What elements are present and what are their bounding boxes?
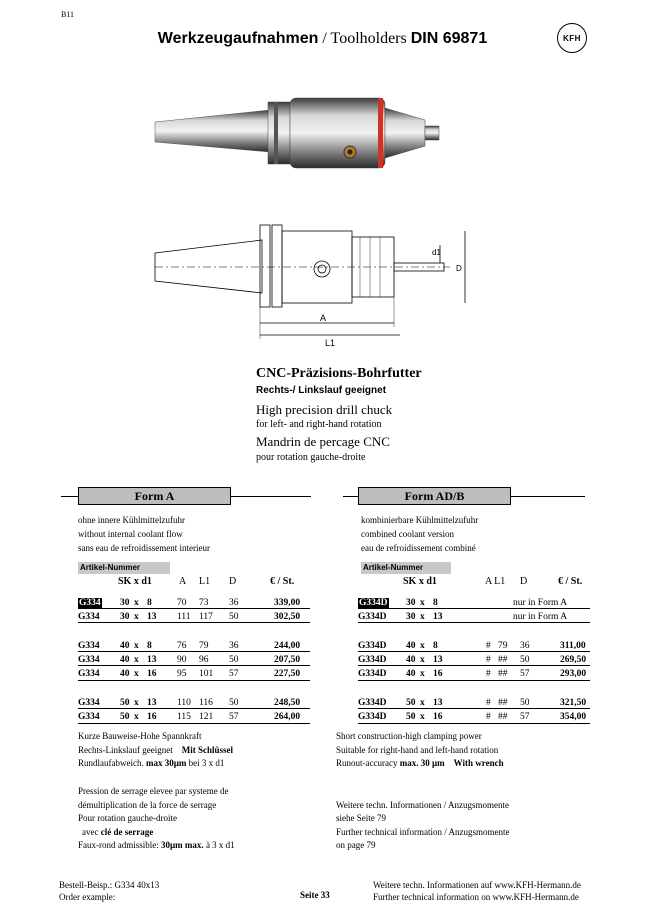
note-left-1: Kurze Bauweise-Hohe Spannkraft <box>78 731 202 741</box>
table-row <box>358 712 590 723</box>
cell-sk: 30 <box>120 598 130 608</box>
hdr-skd1: SK x d1 <box>403 576 437 587</box>
cell-l1: 117 <box>199 612 213 622</box>
cell-art: G334D <box>358 698 387 708</box>
cell-a: # <box>486 655 491 665</box>
form-a-desc-de: ohne innere Kühlmittelzufuhr <box>78 515 185 525</box>
cell-sk: 40 <box>406 655 416 665</box>
cell-a: 70 <box>177 598 187 608</box>
cell-art: G334D <box>358 712 387 722</box>
cell-l1: ## <box>498 712 508 722</box>
technical-drawing <box>150 215 480 350</box>
cell-d1: 13 <box>147 612 157 622</box>
cell-x: x <box>420 655 425 665</box>
cell-price: 269,50 <box>560 655 587 665</box>
cell-l1: 116 <box>199 698 213 708</box>
hdr-l1: L1 <box>199 576 211 587</box>
table-row <box>78 641 310 652</box>
hdr-al1: A L1 <box>485 576 506 587</box>
note-left-4: Pression de serrage elevee par systeme de <box>78 786 229 796</box>
table-row <box>78 612 310 623</box>
cell-a: 115 <box>177 712 191 722</box>
cell-d1: 16 <box>433 712 443 722</box>
note-right-3c: With wrench <box>453 758 504 768</box>
table-row <box>358 598 590 609</box>
note-right-1: Short construction-high clamping power <box>336 731 482 741</box>
table-row <box>358 698 590 709</box>
cell-d: 57 <box>520 669 530 679</box>
note-left-7 <box>82 826 153 840</box>
cell-l1: 73 <box>199 598 209 608</box>
cell-l1: ## <box>498 698 508 708</box>
form-a-heading: Form A <box>78 487 231 505</box>
cell-sk: 30 <box>406 598 416 608</box>
cell-d1: 13 <box>147 698 157 708</box>
note-left-8c: à 3 x d1 <box>205 840 235 850</box>
form-a-desc-en: without internal coolant flow <box>78 529 183 539</box>
form-ad-heading: Form AD/B <box>358 487 511 505</box>
cell-art: G334D <box>358 669 387 679</box>
cell-sk: 50 <box>406 698 416 708</box>
cell-art: G334D <box>358 612 387 622</box>
cell-sk: 40 <box>120 655 130 665</box>
cell-price: 354,00 <box>560 712 587 722</box>
form-a-desc-fr: sans eau de refroidissement interieur <box>78 543 210 553</box>
cell-d: 50 <box>229 698 239 708</box>
table-row <box>78 698 310 709</box>
note-right-3b: max. 30 µm <box>399 758 445 768</box>
note-right-4: Weitere techn. Informationen / Anzugsmomente <box>336 800 509 810</box>
cell-art: G334D <box>358 641 387 651</box>
cell-a: # <box>486 669 491 679</box>
note-left-3b: max 30µm <box>145 758 187 768</box>
cell-a: 110 <box>177 698 191 708</box>
note-left-3c: bei 3 x d1 <box>188 758 225 768</box>
cell-d1: 8 <box>433 641 438 651</box>
cell-art: G334 <box>78 698 100 708</box>
form-a-art-label: Artikel-Nummer <box>78 562 170 574</box>
cell-d1: 16 <box>147 712 157 722</box>
form-ad-art-label: Artikel-Nummer <box>361 562 451 574</box>
note-left-5: démultiplication de la force de serrage <box>78 800 217 810</box>
cell-sk: 40 <box>120 669 130 679</box>
table-row <box>78 712 310 723</box>
hdr-d: D <box>229 576 237 587</box>
note-right-3 <box>336 757 504 771</box>
cell-d: 36 <box>229 598 239 608</box>
title-en: Toolholders <box>330 30 407 47</box>
hdr-skd1: SK x d1 <box>118 576 152 587</box>
cell-x: x <box>134 598 139 608</box>
product-photo <box>150 80 450 190</box>
cell-d: 50 <box>229 612 239 622</box>
cell-x: x <box>134 641 139 651</box>
cell-price: 339,00 <box>274 598 301 608</box>
page-title <box>0 28 645 50</box>
note-left-8b: 30µm max. <box>161 840 204 850</box>
cell-art: G334 <box>79 598 101 608</box>
cell-price: 207,50 <box>274 655 301 665</box>
cell-d1: 13 <box>433 612 443 622</box>
drawing-label-d1: d1 <box>432 248 441 257</box>
note-left-2a: Rechts-Linkslauf geeignet <box>78 745 173 755</box>
cell-art: G334D <box>359 598 388 608</box>
table-row <box>78 598 310 609</box>
cell-price: 311,00 <box>560 641 586 651</box>
cell-d: 50 <box>520 698 530 708</box>
cell-d: 57 <box>229 712 239 722</box>
cell-x: x <box>420 612 425 622</box>
note-left-8 <box>78 839 235 853</box>
hdr-price: € / St. <box>270 576 295 587</box>
hdr-a: A <box>179 576 187 587</box>
cell-x: x <box>134 655 139 665</box>
product-subtitle: Rechts-/ Linkslauf geeignet <box>256 385 387 396</box>
product-title: CNC-Präzisions-Bohrfutter <box>256 366 422 381</box>
cell-x: x <box>420 598 425 608</box>
product-subtitle-en: for left- and right-hand rotation <box>256 419 382 430</box>
table-rule <box>358 723 590 724</box>
footer-link-de: Weitere techn. Informationen auf www.KFH-Hermann.de <box>373 880 581 890</box>
cell-d: 57 <box>229 669 239 679</box>
cell-d1: 8 <box>433 598 438 608</box>
table-row <box>358 612 590 623</box>
cell-sk: 30 <box>406 612 416 622</box>
cell-d: 36 <box>229 641 239 651</box>
note-left-3a: Rundlaufabweich. <box>78 758 144 768</box>
kfh-logo: KFH <box>557 23 587 53</box>
cell-x: x <box>420 641 425 651</box>
drawing-label-a: A <box>320 313 327 323</box>
cell-a: # <box>486 698 491 708</box>
title-de: Werkzeugaufnahmen <box>157 30 319 47</box>
table-row <box>78 669 310 680</box>
cell-a: # <box>486 712 491 722</box>
cell-x: x <box>420 712 425 722</box>
cell-price: 321,50 <box>560 698 587 708</box>
cell-art: G334 <box>78 712 100 722</box>
cell-l1: 79 <box>199 641 209 651</box>
order-example-en: Order example: <box>59 892 116 902</box>
form-ad-desc-en: combined coolant version <box>361 529 454 539</box>
cell-d1: 16 <box>147 669 157 679</box>
note-left-7a: avec <box>82 827 99 837</box>
cell-l1: ## <box>498 669 508 679</box>
table-rule <box>78 680 310 681</box>
note-left-2b: Mit Schlüssel <box>181 745 233 755</box>
cell-d: 50 <box>520 655 530 665</box>
cell-l1: ## <box>498 655 508 665</box>
hdr-price: € / St. <box>558 576 583 587</box>
table-row <box>358 669 590 680</box>
note-right-7: on page 79 <box>336 840 376 850</box>
drawing-label-d: D <box>456 264 462 273</box>
form-a-col-headers <box>78 576 310 590</box>
cell-a: 90 <box>177 655 187 665</box>
title-norm: DIN 69871 <box>410 30 488 47</box>
cell-price: 293,00 <box>560 669 587 679</box>
page-code: B11 <box>61 10 75 19</box>
table-row <box>358 655 590 666</box>
cell-l1: 101 <box>199 669 214 679</box>
cell-art: G334 <box>78 669 100 679</box>
cell-sk: 30 <box>120 612 130 622</box>
cell-d: 57 <box>520 712 530 722</box>
product-subtitle-fr: pour rotation gauche-droite <box>256 452 366 463</box>
cell-note: nur in Form A <box>513 612 568 622</box>
cell-l1: 79 <box>498 641 508 651</box>
note-right-5: siehe Seite 79 <box>336 813 386 823</box>
footer-link-en: Further technical information on www.KFH-Hermann.de <box>373 892 579 902</box>
table-row <box>78 655 310 666</box>
product-title-fr: Mandrin de percage CNC <box>256 434 390 449</box>
table-row <box>358 641 590 652</box>
cell-sk: 50 <box>406 712 416 722</box>
hdr-d: D <box>520 576 528 587</box>
cell-price: 244,00 <box>274 641 301 651</box>
table-rule <box>78 723 310 724</box>
cell-sk: 40 <box>406 669 416 679</box>
cell-d1: 13 <box>147 655 157 665</box>
cell-price: 302,50 <box>274 612 301 622</box>
cell-art: G334 <box>78 655 100 665</box>
drawing-label-l1: L1 <box>325 338 336 348</box>
note-left-6: Pour rotation gauche-droite <box>78 813 177 823</box>
form-ad-desc-fr: eau de refroidissement combiné <box>361 543 476 553</box>
note-left-8a: Faux-rond admissible: <box>78 840 159 850</box>
cell-d1: 8 <box>147 598 152 608</box>
cell-x: x <box>134 669 139 679</box>
cell-note: nur in Form A <box>513 598 568 608</box>
cell-sk: 40 <box>120 641 130 651</box>
cell-d1: 16 <box>433 669 443 679</box>
cell-x: x <box>420 698 425 708</box>
note-right-3a: Runout-accuracy <box>336 758 398 768</box>
cell-sk: 50 <box>120 712 130 722</box>
cell-a: 76 <box>177 641 187 651</box>
cell-price: 227,50 <box>274 669 301 679</box>
cell-price: 264,00 <box>274 712 301 722</box>
cell-d: 50 <box>229 655 239 665</box>
cell-d1: 8 <box>147 641 152 651</box>
cell-l1: 121 <box>199 712 214 722</box>
cell-d: 36 <box>520 641 530 651</box>
cell-x: x <box>420 669 425 679</box>
cell-art: G334 <box>78 641 100 651</box>
form-ad-col-headers <box>358 576 590 590</box>
note-right-6: Further technical information / Anzugsmomente <box>336 827 510 837</box>
cell-art: G334D <box>358 655 387 665</box>
note-left-3 <box>78 757 224 771</box>
cell-sk: 50 <box>120 698 130 708</box>
cell-d1: 13 <box>433 698 443 708</box>
table-rule <box>358 680 590 681</box>
note-right-2: Suitable for right-hand and left-hand rotation <box>336 745 499 755</box>
note-left-7b: clé de serrage <box>100 827 154 837</box>
form-ad-desc-de: kombinierbare Kühlmittelzufuhr <box>361 515 479 525</box>
page-number: Seite 33 <box>300 890 330 900</box>
cell-x: x <box>134 712 139 722</box>
cell-l1: 96 <box>199 655 209 665</box>
cell-price: 248,50 <box>274 698 301 708</box>
title-sep: / <box>318 30 331 47</box>
note-left-2 <box>78 744 233 758</box>
cell-sk: 40 <box>406 641 416 651</box>
cell-x: x <box>134 698 139 708</box>
cell-a: 111 <box>177 612 191 622</box>
product-title-en: High precision drill chuck <box>256 402 393 417</box>
cell-a: 95 <box>177 669 187 679</box>
cell-d1: 13 <box>433 655 443 665</box>
cell-x: x <box>134 612 139 622</box>
cell-art: G334 <box>78 612 100 622</box>
cell-a: # <box>486 641 491 651</box>
order-example-de: Bestell-Beisp.: G334 40x13 <box>59 880 160 890</box>
